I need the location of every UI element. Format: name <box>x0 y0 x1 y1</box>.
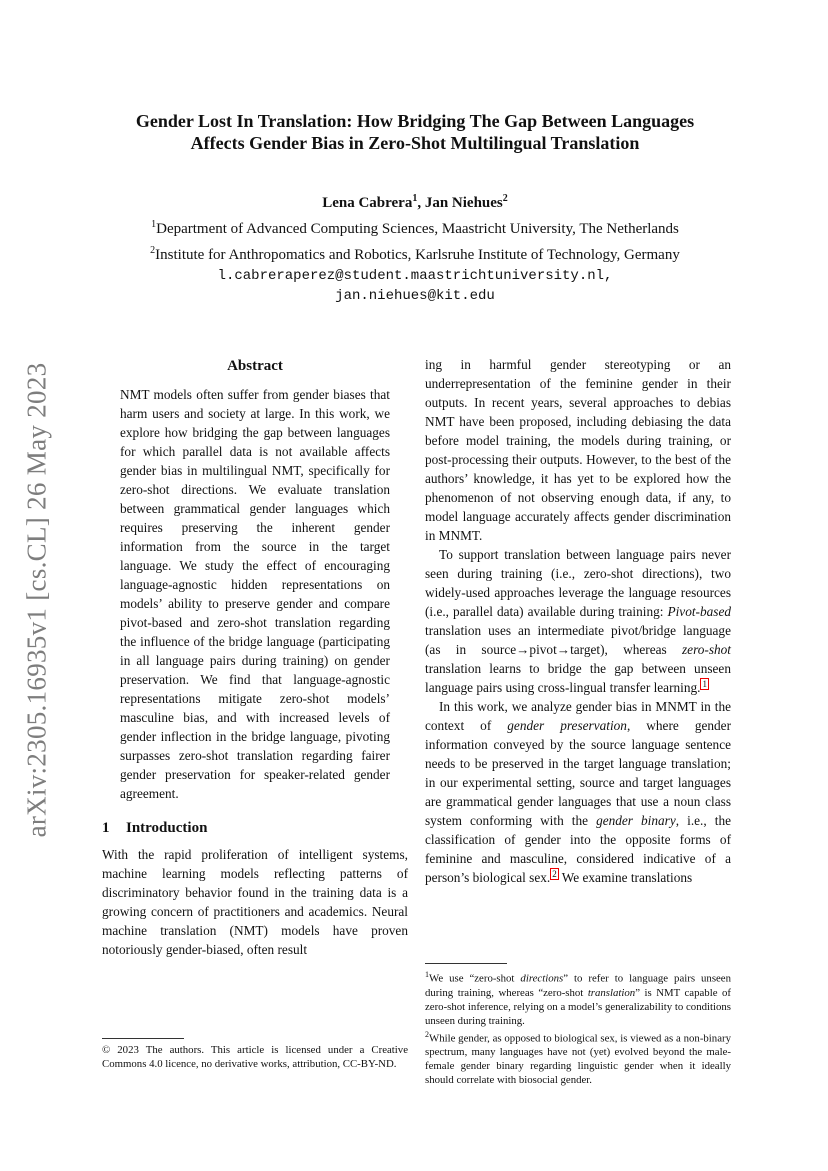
right-column <box>425 355 731 887</box>
author-1: Lena Cabrera <box>322 195 413 211</box>
email-1[interactable]: l.cabreraperez@student.maastrichtuniversity.nl, <box>217 268 613 284</box>
author-2-sup: 2 <box>502 193 508 204</box>
intro-paragraph-2 <box>425 545 731 697</box>
footnote-1-text-b: ” to refer to language pairs unseen during training, whereas “zero-shot <box>425 972 731 999</box>
abstract-heading: Abstract <box>227 358 283 374</box>
email-2[interactable]: jan.niehues@kit.edu <box>335 288 495 304</box>
affiliation-2-text: Institute for Anthropomatics and Robotics, Karlsruhe Institute of Technology, Germany <box>155 247 680 263</box>
abstract <box>120 385 390 803</box>
title-line-1: Gender Lost In Translation: How Bridging The Gap Between Languages <box>135 111 695 131</box>
section-number: 1 <box>102 820 110 836</box>
p3-text-d: We examine translations <box>558 870 693 885</box>
footnote-1-em-directions: directions <box>520 972 564 985</box>
affiliation-1 <box>90 214 740 240</box>
arxiv-stamp-text: arXiv:2305.16935v1 [cs.CL] 26 May 2023 <box>21 362 52 838</box>
paper-title <box>100 110 730 154</box>
footnote-2-mark: 2 <box>425 1029 429 1039</box>
p2-text-c: translation learns to bridge the gap between unseen language pairs using cross-lingual transfer learning. <box>425 661 731 695</box>
p3-gender-binary-term: gender binary <box>596 813 676 828</box>
footnote-1-text-a: We use “zero-shot <box>429 972 521 985</box>
abstract-text: NMT models often suffer from gender biases that harm users and society at large. In this work, we explore how bridging the gap between languages for which parallel data is not available affects gender bias in multilingual NMT, specifically for zero-shot directions. We evaluate translation between grammatical gender languages which requires preserving the inherent gender information from the source in the target language. We study the effect of encouraging language-agnostic hidden representations on models’ ability to preserve gender and compare pivot-based and zero-shot translation regarding the influence of the bridge language (participating in all language pairs during training) on gender preservation. We find that language-agnostic representations mitigate zero-shot models’ masculine bias, and with increased levels of gender inflection in the bridge language, pivoting surpasses zero-shot translation regarding fairer gender preservation for speaker-related gender agreement. <box>120 387 390 801</box>
affiliation-1-sup: 1 <box>151 219 157 230</box>
arxiv-stamp <box>12 350 62 850</box>
footnote-link-1[interactable]: 1 <box>702 678 707 689</box>
intro-paragraph-1: With the rapid proliferation of intelligent systems, machine learning models reflecting patterns of discriminatory behavior found in the training data is a growing concern of practitioners and academics. Neural machine translation (NMT) models have proven notoriously gender-biased, often result <box>102 847 408 957</box>
intro-paragraph-1-continued: ing in harmful gender stereotyping or an underrepresentation of the feminine gender in their outputs. In recent years, several approaches to debias NMT have been proposed, including debiasing the data before model training, the models during training, or post-processing their outputs. However, to the best of the authors’ knowledge, it has yet to be explored how the phenomenon of not observing enough data, if any, to model language accurately affects gender discrimination in MNMT. <box>425 357 731 543</box>
footnote-1-em-translation: translation <box>587 986 636 999</box>
footnote-1-mark: 1 <box>425 970 429 979</box>
title-line-2: Affects Gender Bias in Zero-Shot Multilingual Translation <box>190 133 640 153</box>
p2-pivot-term: Pivot-based <box>667 604 731 619</box>
p3-text-a: In this work, we analyze gender bias in MNMT in the context of <box>425 699 731 733</box>
footnote-rule <box>102 1038 184 1039</box>
footnote-1 <box>425 968 731 1028</box>
author-separator: , <box>417 195 425 211</box>
footnote-link-2[interactable]: 2 <box>552 868 557 879</box>
footnote-2-text: While gender, as opposed to biological sex, is viewed as a non-binary spectrum, many languages have not (yet) evolved beyond the male-female gender binary regarding linguistic gender when it ideally should correlate with biosocial gender. <box>425 1032 731 1087</box>
intro-paragraph-3 <box>425 697 731 887</box>
author-block <box>90 188 740 306</box>
section-title: Introduction <box>126 820 208 836</box>
footnote-1-text-c: ” is NMT capable of zero-shot inference, relying on a model’s generalizability to conditions unseen during training. <box>425 986 731 1027</box>
affiliation-1-text: Department of Advanced Computing Sciences, Maastricht University, The Netherlands <box>156 221 679 237</box>
affiliation-2-sup: 2 <box>150 245 156 256</box>
p3-text-b: , where gender information conveyed by the source language sentence needs to be preserved in the target language translation; in our experimental setting, source and target languages are grammatical gender languages that use a noun class system conforming with the <box>425 718 731 828</box>
p3-gender-preservation-term: gender preservation <box>507 718 627 733</box>
footnote-2 <box>425 1028 731 1088</box>
footnotes <box>425 955 731 1087</box>
author-2: Jan Niehues <box>424 195 503 211</box>
copyright-notice <box>102 1030 408 1071</box>
p2-text-b: translation uses an intermediate pivot/bridge language (as in source→pivot→target), whereas <box>425 623 731 657</box>
affiliation-2 <box>90 240 740 266</box>
p3-text-c: , i.e., the classification of gender into the opposite forms of feminine and masculine, considered indicative of a person’s biological sex. <box>425 813 732 885</box>
author-names <box>90 188 740 214</box>
left-column <box>102 355 408 959</box>
author-1-sup: 1 <box>412 193 418 204</box>
section-heading-introduction <box>102 817 408 839</box>
p2-zero-shot-term: zero-shot <box>682 642 731 657</box>
p2-text-a: To support translation between language pairs never seen during training (i.e., zero-shot directions), two widely-used approaches leverage the language resources (i.e., parallel data) available during training: <box>425 547 731 619</box>
footnote-rule-right <box>425 963 507 964</box>
copyright-text: © 2023 The authors. This article is licensed under a Creative Commons 4.0 licence, no derivative works, attribution, CC-BY-ND. <box>102 1044 408 1070</box>
